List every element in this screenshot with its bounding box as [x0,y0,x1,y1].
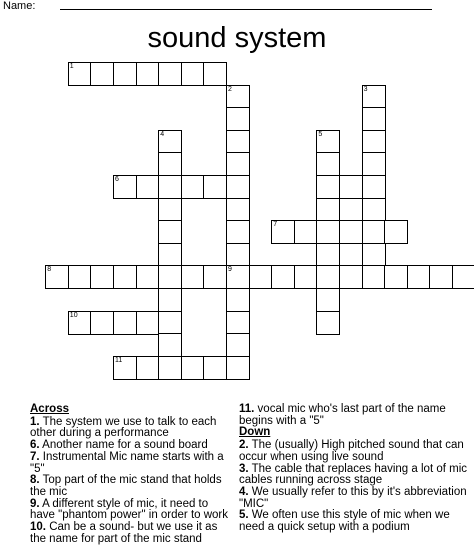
grid-cell[interactable] [158,62,182,86]
clue-item-number: 7. [30,450,40,463]
grid-cell[interactable] [226,175,250,199]
grid-cell[interactable] [362,107,386,131]
clue-item-text: The cable that replaces having a lot of mic cables running across stage [239,462,468,487]
clues-right-column [239,404,469,534]
grid-cell[interactable] [181,265,205,289]
grid-cell[interactable] [158,265,182,289]
grid-cell[interactable] [362,198,386,222]
clue-item-number: 9. [30,497,40,510]
grid-cell[interactable] [158,198,182,222]
grid-cell[interactable] [158,288,182,312]
grid-cell[interactable] [339,265,363,289]
clue-item-number: 4. [239,485,249,498]
grid-cell[interactable] [226,152,250,176]
grid-cell[interactable] [113,265,137,289]
grid-cell[interactable] [316,311,340,335]
grid-cell[interactable] [181,356,205,380]
grid-cell[interactable] [362,175,386,199]
clue-item-number: 5. [239,509,249,522]
clue-item-number: 1. [30,415,40,428]
clue-item [30,417,235,440]
clue-item-text: The system we use to talk to each other during a performance [30,415,217,440]
grid-cell[interactable] [203,175,227,199]
across-heading: Across [30,403,69,415]
clue-item-text: Can be a sound- but we use it as the name for part of the mic stand [30,521,218,545]
grid-cell[interactable] [362,220,386,244]
clue-item-text: Top part of the mic stand that holds the mic [30,474,222,498]
down-heading: Down [239,426,271,439]
clue-item [239,464,469,487]
grid-cell[interactable] [203,356,227,380]
clue-item-number: 3. [239,462,249,475]
clue-item [239,404,469,427]
grid-cell[interactable] [158,356,182,380]
grid-cell[interactable] [249,265,273,289]
grid-cell[interactable] [226,265,250,289]
grid-cell[interactable] [136,175,160,199]
clue-item-text: A different style of mic, it need to have "phantom power" in order to work [30,497,229,522]
clue-item-text: Instrumental Mic name starts with a "5" [30,450,224,475]
grid-cell[interactable] [113,356,137,380]
grid-cell[interactable] [316,175,340,199]
grid-cell[interactable] [339,175,363,199]
clue-item-number: 6. [30,439,40,452]
clue-item-number: 10. [30,521,46,534]
grid-cell[interactable] [226,356,250,380]
grid-cell[interactable] [68,62,92,86]
across-clue-list [30,417,235,546]
clue-item-number: 11. [239,403,255,415]
clue-number: 8 [47,266,52,274]
grid-cell[interactable] [362,152,386,176]
clue-number: 9 [228,266,232,274]
grid-cell[interactable] [339,220,363,244]
grid-cell[interactable] [158,243,182,267]
down-clue-list [239,440,469,534]
grid-cell[interactable] [316,220,340,244]
clue-item-number: 2. [239,439,249,452]
grid-cell[interactable] [362,243,386,267]
puzzle-title: sound system [147,22,327,54]
clue-number: 5 [318,130,323,138]
clue-item [30,499,235,522]
grid-cell[interactable] [294,265,318,289]
grid-cell[interactable] [136,265,160,289]
grid-cell[interactable] [203,62,227,86]
clue-item-number: 8. [30,474,40,487]
grid-cell[interactable] [90,62,114,86]
grid-cell[interactable] [113,62,137,86]
clue-number: 6 [115,175,119,183]
grid-cell[interactable] [362,85,386,109]
clue-item-text: Another name for a sound board [39,439,208,452]
grid-cell[interactable] [271,265,295,289]
clue-item [239,487,469,510]
clue-item [30,522,235,545]
clue-number: 11 [115,356,123,364]
grid-cell[interactable] [45,265,69,289]
grid-cell[interactable] [226,220,250,244]
grid-cell[interactable] [226,107,250,131]
grid-cell[interactable] [226,311,250,335]
grid-cell[interactable] [407,265,431,289]
clue-number: 7 [273,221,278,229]
grid-cell[interactable] [113,311,137,335]
grid-cell[interactable] [384,265,408,289]
grid-cell[interactable] [271,220,295,244]
grid-cell[interactable] [68,265,92,289]
clue-number: 10 [69,311,78,319]
clue-item-text: We usually refer to this by it's abbreviation "MIC" [239,485,467,510]
clue-item-text: We often use this style of mic when we need a quick setup with a podium [239,509,450,534]
grid-cell[interactable] [158,311,182,335]
clue-item-text: vocal mic who's last part of the name begins with a "5" [239,403,446,427]
clue-number: 2 [228,85,232,93]
grid-cell[interactable] [68,311,92,335]
grid-cell[interactable] [226,243,250,267]
clue-item [239,440,469,463]
grid-cell[interactable] [90,311,114,335]
grid-cell[interactable] [136,311,160,335]
clue-number: 3 [363,85,368,93]
grid-cell[interactable] [429,265,453,289]
grid-cell[interactable] [384,220,408,244]
grid-cell[interactable] [226,198,250,222]
clue-item [239,510,469,533]
grid-cell[interactable] [203,265,227,289]
grid-cell[interactable] [452,265,474,289]
grid-cell[interactable] [90,265,114,289]
grid-cell[interactable] [226,333,250,357]
across-clue-list-continued [239,404,469,427]
grid-cell[interactable] [316,198,340,222]
clue-number: 4 [160,130,165,138]
grid-cell[interactable] [362,265,386,289]
grid-cell[interactable] [316,288,340,312]
grid-cell[interactable] [294,220,318,244]
clues-left-column [30,404,235,545]
grid-cell[interactable] [226,288,250,312]
grid-cell[interactable] [181,175,205,199]
grid-cell[interactable] [158,152,182,176]
clue-item [30,475,235,498]
grid-cell[interactable] [362,130,386,154]
grid-cell[interactable] [316,152,340,176]
grid-cell[interactable] [158,175,182,199]
grid-cell[interactable] [136,62,160,86]
grid-cell[interactable] [113,175,137,199]
grid-cell[interactable] [316,265,340,289]
clue-item [30,452,235,475]
grid-cell[interactable] [158,333,182,357]
clue-number: 1 [69,62,74,70]
grid-cell[interactable] [316,130,340,154]
grid-cell[interactable] [226,85,250,109]
grid-cell[interactable] [158,130,182,154]
grid-cell[interactable] [158,220,182,244]
grid-cell[interactable] [316,243,340,267]
grid-cell[interactable] [226,130,250,154]
name-label: Name: [3,0,36,12]
grid-cell[interactable] [136,356,160,380]
grid-cell[interactable] [181,62,205,86]
clue-item-text: The (usually) High pitched sound that can occur when using live sound [239,439,464,463]
